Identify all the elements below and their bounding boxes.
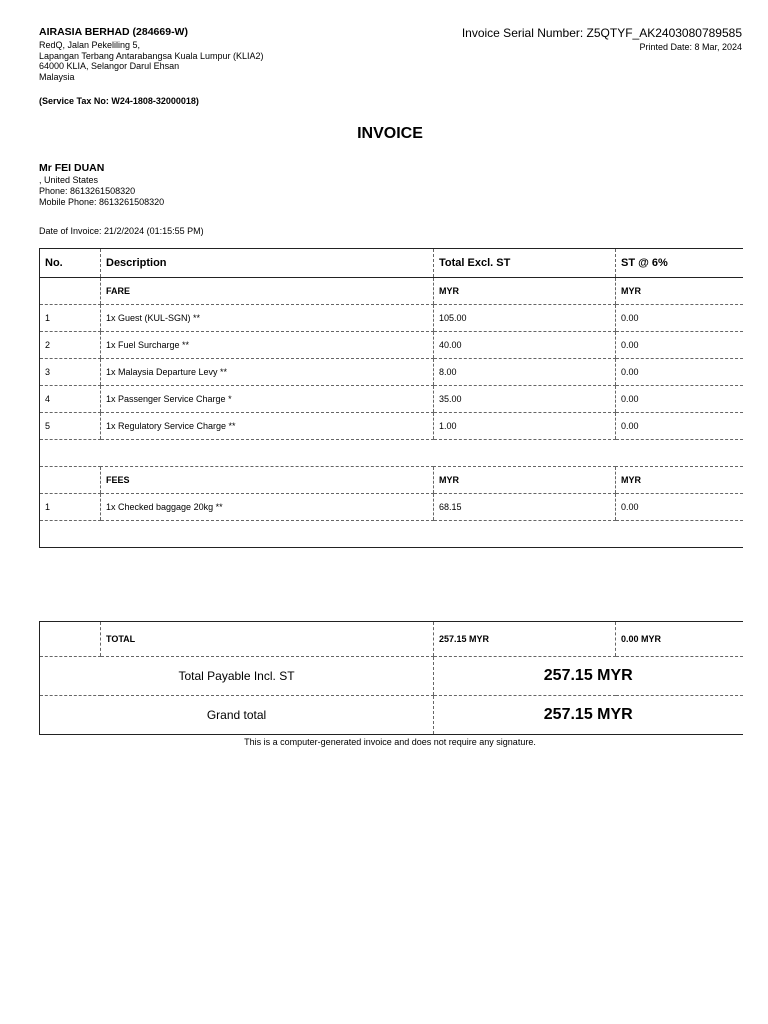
section-label: FARE xyxy=(101,278,434,305)
row-number: 5 xyxy=(40,413,101,440)
invoice-title: INVOICE xyxy=(357,125,423,142)
total-payable-label: Total Payable Incl. ST xyxy=(40,657,434,696)
service-tax-number: (Service Tax No: W24-1808-32000018) xyxy=(39,96,199,106)
table-cell xyxy=(40,278,101,305)
table-row xyxy=(40,305,743,332)
row-number: 2 xyxy=(40,332,101,359)
row-description: 1x Malaysia Departure Levy ** xyxy=(101,359,434,386)
grand-total-row xyxy=(40,696,743,735)
customer-mobile: Mobile Phone: 8613261508320 xyxy=(39,196,165,207)
spacer-row xyxy=(40,440,743,467)
row-total-excl: 1.00 xyxy=(434,413,616,440)
table-row xyxy=(40,359,743,386)
row-description: 1x Regulatory Service Charge ** xyxy=(101,413,434,440)
table-header-row xyxy=(40,249,743,278)
total-excl-amount: 257.15 MYR xyxy=(434,622,616,657)
row-number: 1 xyxy=(40,494,101,521)
address-line: Malaysia xyxy=(39,71,75,82)
column-header-total-excl-st: Total Excl. ST xyxy=(434,249,616,278)
row-st: 0.00 xyxy=(616,305,743,332)
table-row xyxy=(40,494,743,521)
table-row xyxy=(40,413,743,440)
row-description: 1x Checked baggage 20kg ** xyxy=(101,494,434,521)
total-label: TOTAL xyxy=(101,622,434,657)
row-number: 1 xyxy=(40,305,101,332)
customer-name: Mr FEI DUAN xyxy=(39,162,105,174)
customer-info xyxy=(39,175,164,207)
address-line: Lapangan Terbang Antarabangsa Kuala Lumpur (KLIA2) xyxy=(39,50,264,61)
row-total-excl: 35.00 xyxy=(434,386,616,413)
printed-date: Printed Date: 8 Mar, 2024 xyxy=(639,42,742,52)
section-header-row xyxy=(40,467,743,494)
totals-table xyxy=(39,621,743,735)
grand-total-label: Grand total xyxy=(40,696,434,735)
table-cell xyxy=(40,622,101,657)
company-address xyxy=(39,40,264,82)
row-description: 1x Guest (KUL-SGN) ** xyxy=(101,305,434,332)
total-row xyxy=(40,622,743,657)
spacer-cell xyxy=(40,521,743,548)
row-st: 0.00 xyxy=(616,494,743,521)
table-row xyxy=(40,332,743,359)
section-currency: MYR xyxy=(434,278,616,305)
row-description: 1x Passenger Service Charge * xyxy=(101,386,434,413)
row-st: 0.00 xyxy=(616,332,743,359)
invoice-items-table xyxy=(39,248,743,548)
invoice-serial-number: Invoice Serial Number: Z5QTYF_AK2403080789585 xyxy=(461,26,742,40)
column-header-no: No. xyxy=(40,249,101,278)
address-line: RedQ, Jalan Pekeliling 5, xyxy=(39,40,141,50)
row-number: 4 xyxy=(40,386,101,413)
row-total-excl: 68.15 xyxy=(434,494,616,521)
grand-total-amount: 257.15 MYR xyxy=(434,696,743,735)
section-label: FEES xyxy=(101,467,434,494)
address-line: 64000 KLIA, Selangor Darul Ehsan xyxy=(39,61,180,71)
section-currency: MYR xyxy=(616,467,743,494)
column-header-description: Description xyxy=(101,249,434,278)
spacer-row xyxy=(40,521,743,548)
row-st: 0.00 xyxy=(616,386,743,413)
row-number: 3 xyxy=(40,359,101,386)
row-st: 0.00 xyxy=(616,413,743,440)
company-name: AIRASIA BERHAD (284669-W) xyxy=(39,26,188,38)
row-total-excl: 40.00 xyxy=(434,332,616,359)
total-st-amount: 0.00 MYR xyxy=(616,622,743,657)
row-total-excl: 8.00 xyxy=(434,359,616,386)
section-header-row xyxy=(40,278,743,305)
total-payable-amount: 257.15 MYR xyxy=(434,657,743,696)
total-payable-row xyxy=(40,657,743,696)
row-description: 1x Fuel Surcharge ** xyxy=(101,332,434,359)
date-of-invoice: Date of Invoice: 21/2/2024 (01:15:55 PM) xyxy=(39,226,204,236)
column-header-st: ST @ 6% xyxy=(616,249,743,278)
spacer-cell xyxy=(40,440,743,467)
table-row xyxy=(40,386,743,413)
customer-country: , United States xyxy=(39,175,99,185)
table-cell xyxy=(40,467,101,494)
footer-note: This is a computer-generated invoice and does not require any signature. xyxy=(244,737,536,747)
customer-phone: Phone: 8613261508320 xyxy=(39,185,136,196)
section-currency: MYR xyxy=(434,467,616,494)
row-st: 0.00 xyxy=(616,359,743,386)
section-currency: MYR xyxy=(616,278,743,305)
row-total-excl: 105.00 xyxy=(434,305,616,332)
